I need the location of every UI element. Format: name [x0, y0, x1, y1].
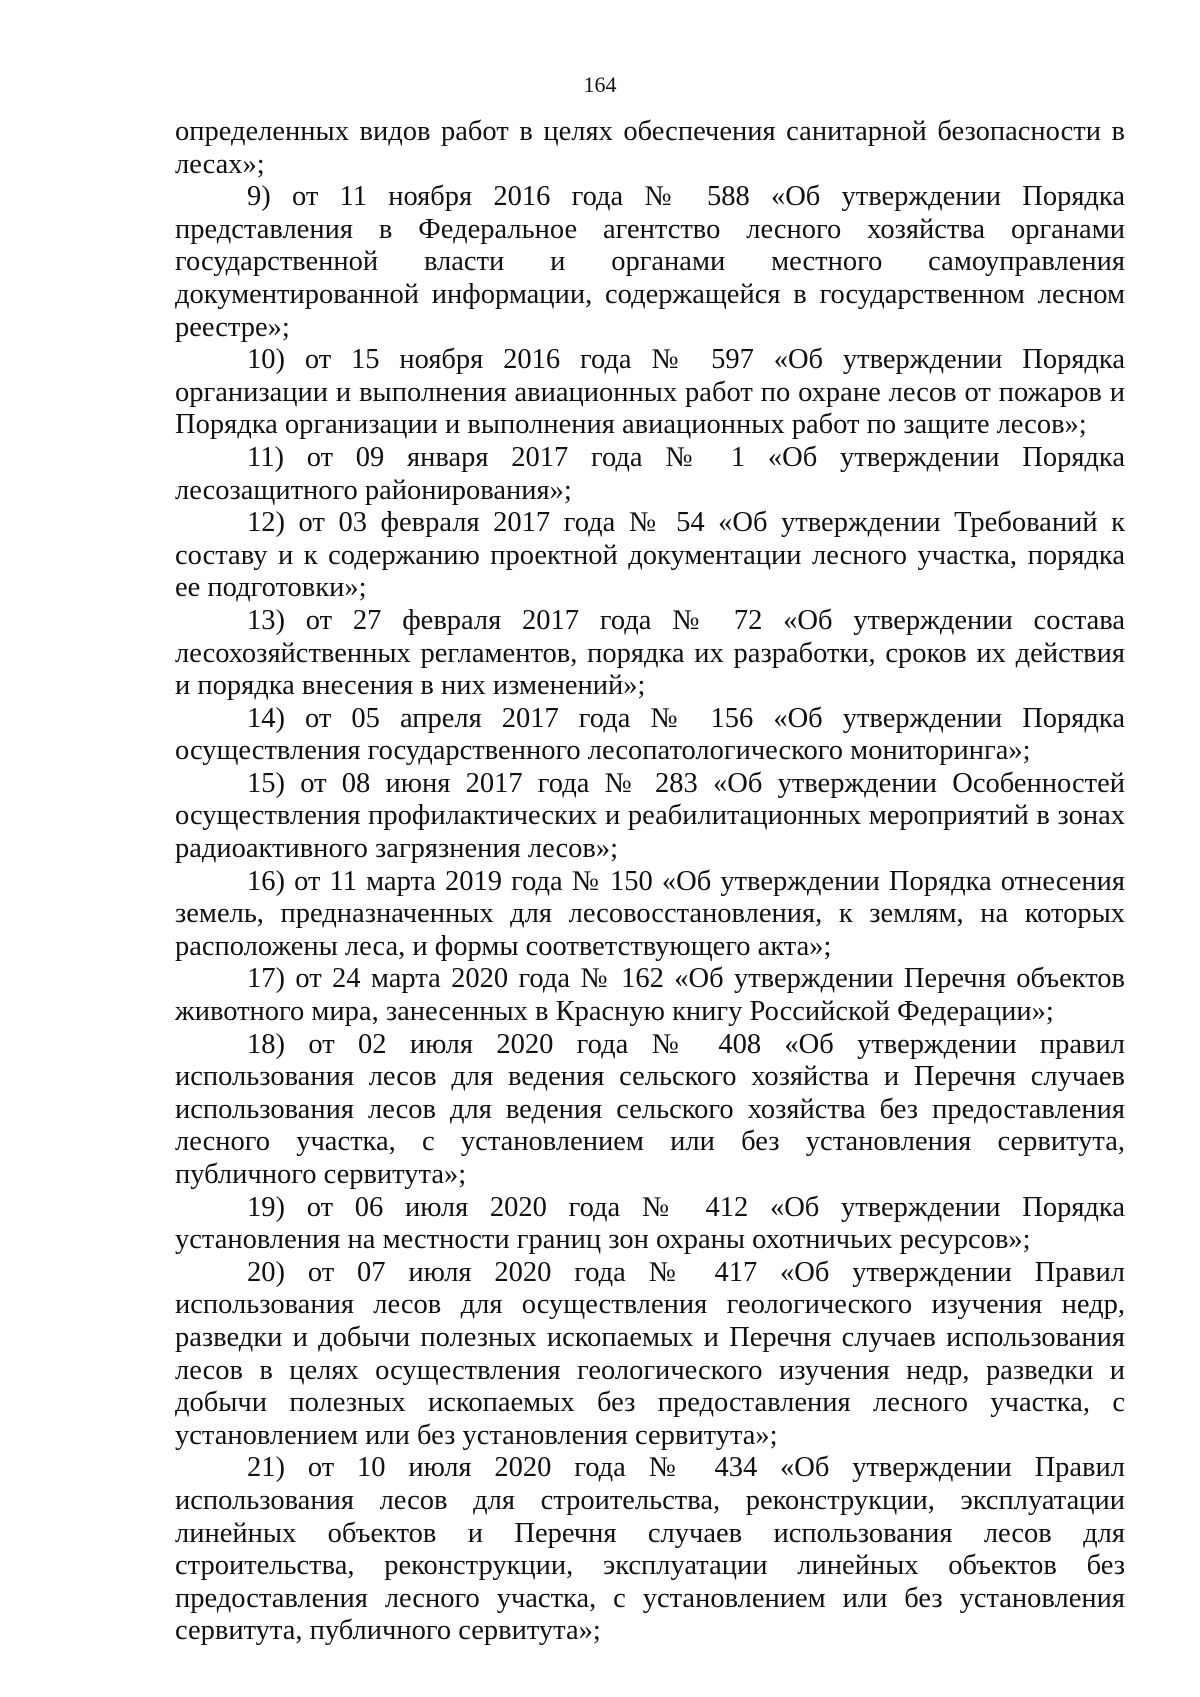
paragraph-continuation: определенных видов работ в целях обеспечения санитарной безопасности в лесах»;: [175, 116, 1125, 180]
document-body: [175, 116, 1125, 1648]
list-item-9: 9) от 11 ноября 2016 года № 588 «Об утверждении Порядка представления в Федеральное агентство лесного хозяйства органами государственной власти и органами местного самоуправления документированной информации, содержащейся в государственном лесном реестре»;: [175, 181, 1125, 343]
list-item-18: 18) от 02 июля 2020 года № 408 «Об утверждении правил использования лесов для ведения сельского хозяйства и Перечня случаев использования лесов для ведения сельского хозяйства без предоставления лесного участка, с установлением или без установления сервитута, публичного сервитута»;: [175, 1028, 1125, 1190]
list-item-11: 11) от 09 января 2017 года № 1 «Об утверждении Порядка лесозащитного районирования»;: [175, 441, 1125, 506]
list-item-20: 20) от 07 июля 2020 года № 417 «Об утверждении Правил использования лесов для осуществления геологического изучения недр, разведки и добычи полезных ископаемых и Перечня случаев использования лесов в целях осуществления геологического изучения недр, разведки и добычи полезных ископаемых без предоставления лесного участка, с установлением или без установления сервитута»;: [175, 1256, 1125, 1451]
list-item-16: 16) от 11 марта 2019 года № 150 «Об утверждении Порядка отнесения земель, предназначенных для лесовосстановления, к землям, на которых расположены леса, и формы соответствующего акта»;: [175, 865, 1125, 962]
list-item-13: 13) от 27 февраля 2017 года № 72 «Об утверждении состава лесохозяйственных регламентов, порядка их разработки, сроков их действия и порядка внесения в них изменений»;: [175, 604, 1125, 702]
list-item-21: 21) от 10 июля 2020 года № 434 «Об утверждении Правил использования лесов для строительства, реконструкции, эксплуатации линейных объектов и Перечня случаев использования лесов для строительства, реконструкции, эксплуатации линейных объектов без предоставления лесного участка, с установлением или без установления сервитута, публичного сервитута»;: [175, 1452, 1125, 1647]
list-item-15: 15) от 08 июня 2017 года № 283 «Об утверждении Особенностей осуществления профилактических и реабилитационных мероприятий в зонах радиоактивного загрязнения лесов»;: [175, 767, 1125, 865]
list-item-17: 17) от 24 марта 2020 года № 162 «Об утверждении Перечня объектов животного мира, занесенных в Красную книгу Российской Федерации»;: [175, 963, 1125, 1028]
list-item-12: 12) от 03 февраля 2017 года № 54 «Об утверждении Требований к составу и к содержанию проектной документации лесного участка, порядка ее подготовки»;: [175, 507, 1125, 604]
list-item-14: 14) от 05 апреля 2017 года № 156 «Об утверждении Порядка осуществления государственного лесопатологического мониторинга»;: [175, 702, 1125, 767]
list-item-19: 19) от 06 июля 2020 года № 412 «Об утверждении Порядка установления на местности границ зон охраны охотничьих ресурсов»;: [175, 1191, 1125, 1256]
list-item-10: 10) от 15 ноября 2016 года № 597 «Об утверждении Порядка организации и выполнения авиационных работ по охране лесов от пожаров и Порядка организации и выполнения авиационных работ по защите лесов»;: [175, 344, 1125, 441]
page-number: 164: [583, 72, 617, 97]
